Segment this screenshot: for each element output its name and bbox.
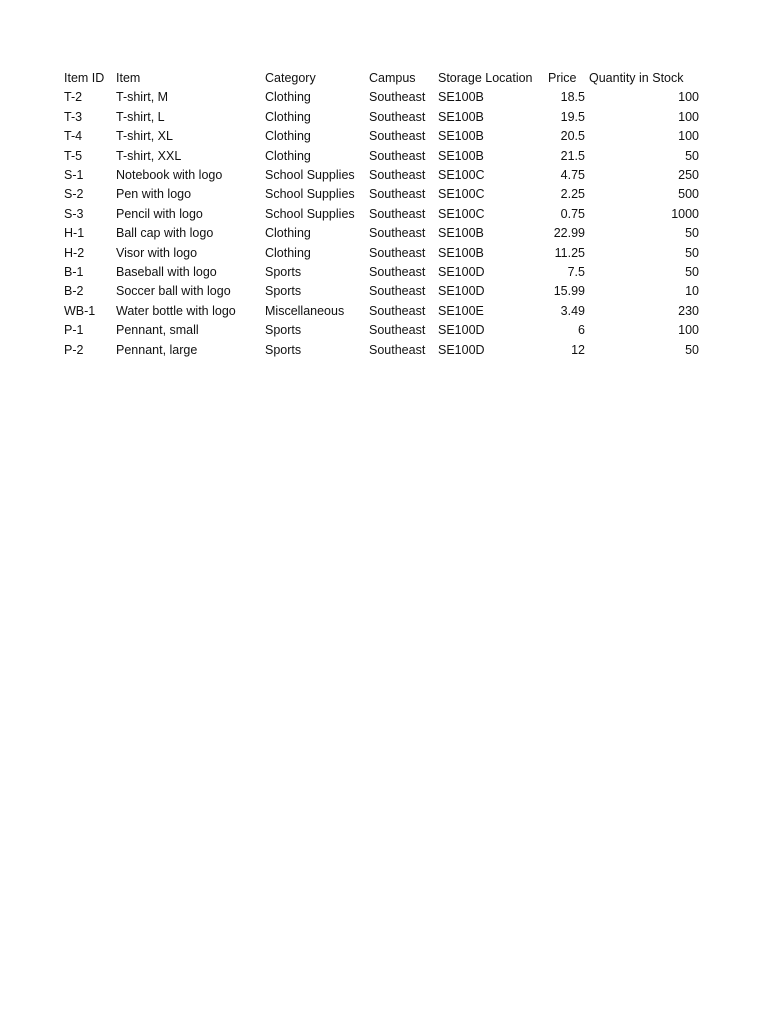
cell-storage-location: SE100B (438, 90, 484, 105)
table-row (62, 341, 701, 360)
cell-price: 15.99 (553, 284, 585, 299)
table-row (62, 244, 701, 263)
cell-quantity: 50 (685, 265, 699, 280)
cell-item: Visor with logo (116, 245, 198, 260)
cell-item-id: B-2 (64, 284, 84, 299)
cell-price: 21.5 (560, 148, 585, 163)
cell-item: Pennant, small (116, 323, 199, 338)
cell-price: 11.25 (554, 245, 585, 260)
cell-campus: Southeast (369, 265, 426, 280)
inventory-sheet (62, 69, 701, 360)
cell-campus: Southeast (369, 206, 426, 221)
cell-campus: Southeast (369, 226, 426, 241)
cell-item-id: B-1 (64, 265, 84, 280)
cell-category: Clothing (265, 226, 311, 241)
cell-item: T-shirt, L (116, 109, 165, 124)
cell-campus: Southeast (369, 245, 426, 260)
cell-item-id: S-3 (64, 206, 84, 221)
inventory-table (62, 69, 701, 360)
cell-category: School Supplies (265, 187, 355, 202)
cell-item: Pencil with logo (116, 206, 203, 221)
cell-quantity: 50 (685, 226, 699, 241)
cell-campus: Southeast (369, 187, 426, 202)
cell-price: 19.5 (560, 109, 585, 124)
cell-campus: Southeast (369, 129, 426, 144)
cell-item-id: T-3 (64, 109, 83, 124)
cell-price: 18.5 (560, 90, 585, 105)
cell-price: 4.75 (560, 168, 585, 183)
header-quantity: Quantity in Stock (589, 71, 684, 85)
cell-price: 12 (571, 342, 585, 357)
cell-item: Water bottle with logo (116, 303, 236, 318)
cell-category: Miscellaneous (265, 303, 345, 318)
cell-quantity: 10 (685, 284, 699, 299)
table-row (62, 302, 701, 321)
cell-item: Notebook with logo (116, 168, 223, 183)
cell-item: Pennant, large (116, 342, 198, 357)
table-row (62, 263, 701, 282)
cell-campus: Southeast (369, 323, 426, 338)
table-row (62, 321, 701, 340)
cell-item: Ball cap with logo (116, 226, 214, 241)
cell-campus: Southeast (369, 284, 426, 299)
header-campus: Campus (369, 71, 416, 85)
cell-category: Clothing (265, 245, 311, 260)
cell-item-id: P-1 (64, 323, 84, 338)
cell-category: Clothing (265, 90, 311, 105)
table-row (62, 224, 701, 243)
header-price: Price (548, 71, 577, 85)
cell-quantity: 50 (685, 245, 699, 260)
table-row (62, 282, 701, 301)
cell-category: Clothing (265, 109, 311, 124)
cell-storage-location: SE100C (438, 168, 485, 183)
cell-category: Sports (265, 284, 302, 299)
table-row (62, 127, 701, 146)
cell-quantity: 100 (678, 90, 699, 105)
cell-category: Sports (265, 265, 302, 280)
cell-item-id: H-2 (64, 245, 85, 260)
header-row (62, 69, 701, 88)
cell-storage-location: SE100E (438, 303, 484, 318)
cell-category: Clothing (265, 148, 311, 163)
cell-price: 6 (578, 323, 585, 338)
cell-item: T-shirt, M (116, 90, 169, 105)
cell-category: Sports (265, 342, 302, 357)
cell-storage-location: SE100B (438, 129, 484, 144)
cell-category: Clothing (265, 129, 311, 144)
cell-quantity: 50 (685, 342, 699, 357)
cell-item-id: P-2 (64, 342, 84, 357)
cell-storage-location: SE100B (438, 148, 484, 163)
cell-item: Pen with logo (116, 187, 192, 202)
cell-category: School Supplies (265, 206, 355, 221)
cell-storage-location: SE100B (438, 245, 484, 260)
table-row (62, 88, 701, 107)
cell-item-id: H-1 (64, 226, 85, 241)
cell-storage-location: SE100D (438, 284, 485, 299)
cell-storage-location: SE100D (438, 323, 485, 338)
cell-storage-location: SE100C (438, 206, 485, 221)
cell-storage-location: SE100C (438, 187, 485, 202)
cell-quantity: 250 (678, 168, 699, 183)
table-row (62, 147, 701, 166)
cell-storage-location: SE100D (438, 342, 485, 357)
table-body (62, 88, 701, 360)
cell-campus: Southeast (369, 148, 426, 163)
cell-price: 7.5 (567, 265, 585, 280)
cell-category: School Supplies (265, 168, 355, 183)
table-row (62, 108, 701, 127)
cell-campus: Southeast (369, 109, 426, 124)
cell-quantity: 100 (678, 129, 699, 144)
cell-item: T-shirt, XXL (116, 148, 182, 163)
cell-campus: Southeast (369, 342, 426, 357)
cell-campus: Southeast (369, 90, 426, 105)
cell-price: 22.99 (553, 226, 585, 241)
cell-price: 20.5 (560, 129, 585, 144)
cell-quantity: 230 (678, 303, 699, 318)
cell-item-id: T-4 (64, 129, 83, 144)
cell-item-id: S-2 (64, 187, 84, 202)
table-row (62, 205, 701, 224)
cell-price: 3.49 (560, 303, 585, 318)
cell-storage-location: SE100B (438, 226, 484, 241)
cell-item: Baseball with logo (116, 265, 217, 280)
cell-quantity: 50 (685, 148, 699, 163)
cell-item: Soccer ball with logo (116, 284, 231, 299)
cell-campus: Southeast (369, 168, 426, 183)
cell-storage-location: SE100D (438, 265, 485, 280)
cell-item: T-shirt, XL (116, 129, 173, 144)
header-item: Item (116, 71, 141, 85)
cell-quantity: 500 (678, 187, 699, 202)
table-row (62, 166, 701, 185)
header-storage-location: Storage Location (438, 71, 533, 85)
cell-item-id: WB-1 (64, 303, 96, 318)
header-category: Category (265, 71, 316, 85)
cell-quantity: 100 (678, 109, 699, 124)
cell-storage-location: SE100B (438, 109, 484, 124)
cell-quantity: 1000 (671, 206, 699, 221)
cell-campus: Southeast (369, 303, 426, 318)
header-item-id: Item ID (64, 71, 105, 85)
cell-item-id: S-1 (64, 168, 84, 183)
cell-item-id: T-5 (64, 148, 83, 163)
cell-price: 2.25 (560, 187, 585, 202)
cell-price: 0.75 (560, 206, 585, 221)
table-row (62, 185, 701, 204)
cell-category: Sports (265, 323, 302, 338)
cell-quantity: 100 (678, 323, 699, 338)
cell-item-id: T-2 (64, 90, 83, 105)
